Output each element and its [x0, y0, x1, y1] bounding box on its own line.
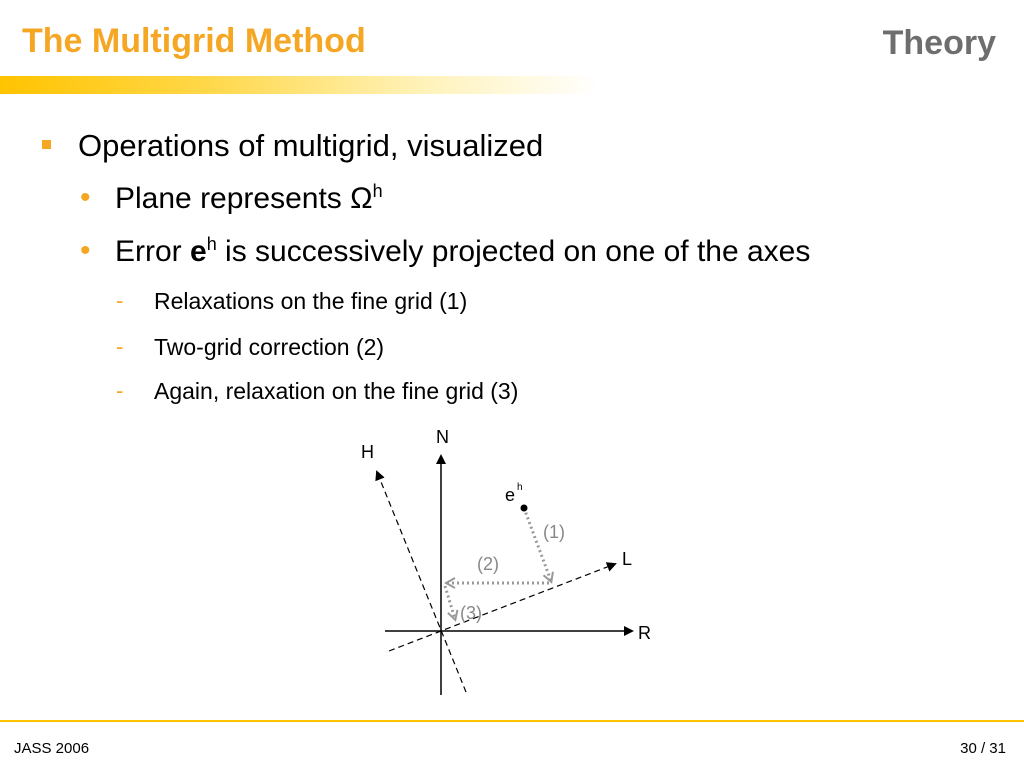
l-axis-label: L: [622, 549, 633, 569]
bullet-error-symbol: e: [190, 235, 207, 268]
footer-event: JASS 2006: [14, 740, 90, 757]
error-label-sup: h: [517, 482, 523, 493]
n-axis-label: N: [436, 427, 449, 447]
dash-marker: -: [116, 378, 124, 403]
page-number: 30 / 31: [960, 740, 1006, 757]
bullet-error-post: is successively projected on one of the axes: [216, 235, 811, 268]
dash-marker: -: [116, 334, 124, 359]
h-axis-label: H: [361, 442, 374, 462]
step1-arrow: [524, 508, 551, 581]
r-axis-label: R: [638, 623, 651, 643]
bullet-dot-icon: •: [80, 181, 91, 214]
bullet-error-sup: h: [206, 234, 217, 254]
bullet-dot-icon: •: [80, 234, 91, 267]
step3-label: (3): [460, 603, 482, 623]
sub-bullet-two-grid: Two-grid correction (2): [154, 334, 385, 360]
sub-bullet-again-relaxation: Again, relaxation on the fine grid (3): [154, 378, 519, 404]
bullet-error-pre: Error: [115, 235, 190, 268]
step1-label: (1): [543, 522, 565, 542]
l-axis: [389, 564, 615, 651]
step2-label: (2): [477, 554, 499, 574]
dash-marker: -: [116, 288, 124, 313]
error-point: [521, 505, 528, 512]
step3-arrow: [445, 586, 455, 619]
sub-bullet-relaxation: Relaxations on the fine grid (1): [154, 288, 468, 314]
bullet-plane-sup: h: [372, 181, 383, 201]
bullet-level1: Operations of multigrid, visualized: [78, 128, 544, 163]
footer-line: [0, 720, 1024, 722]
error-label: e: [505, 485, 516, 505]
slide-title: The Multigrid Method: [22, 22, 366, 60]
bullet-plane-text: Plane represents Ω: [115, 182, 373, 215]
section-label: Theory: [882, 24, 996, 62]
